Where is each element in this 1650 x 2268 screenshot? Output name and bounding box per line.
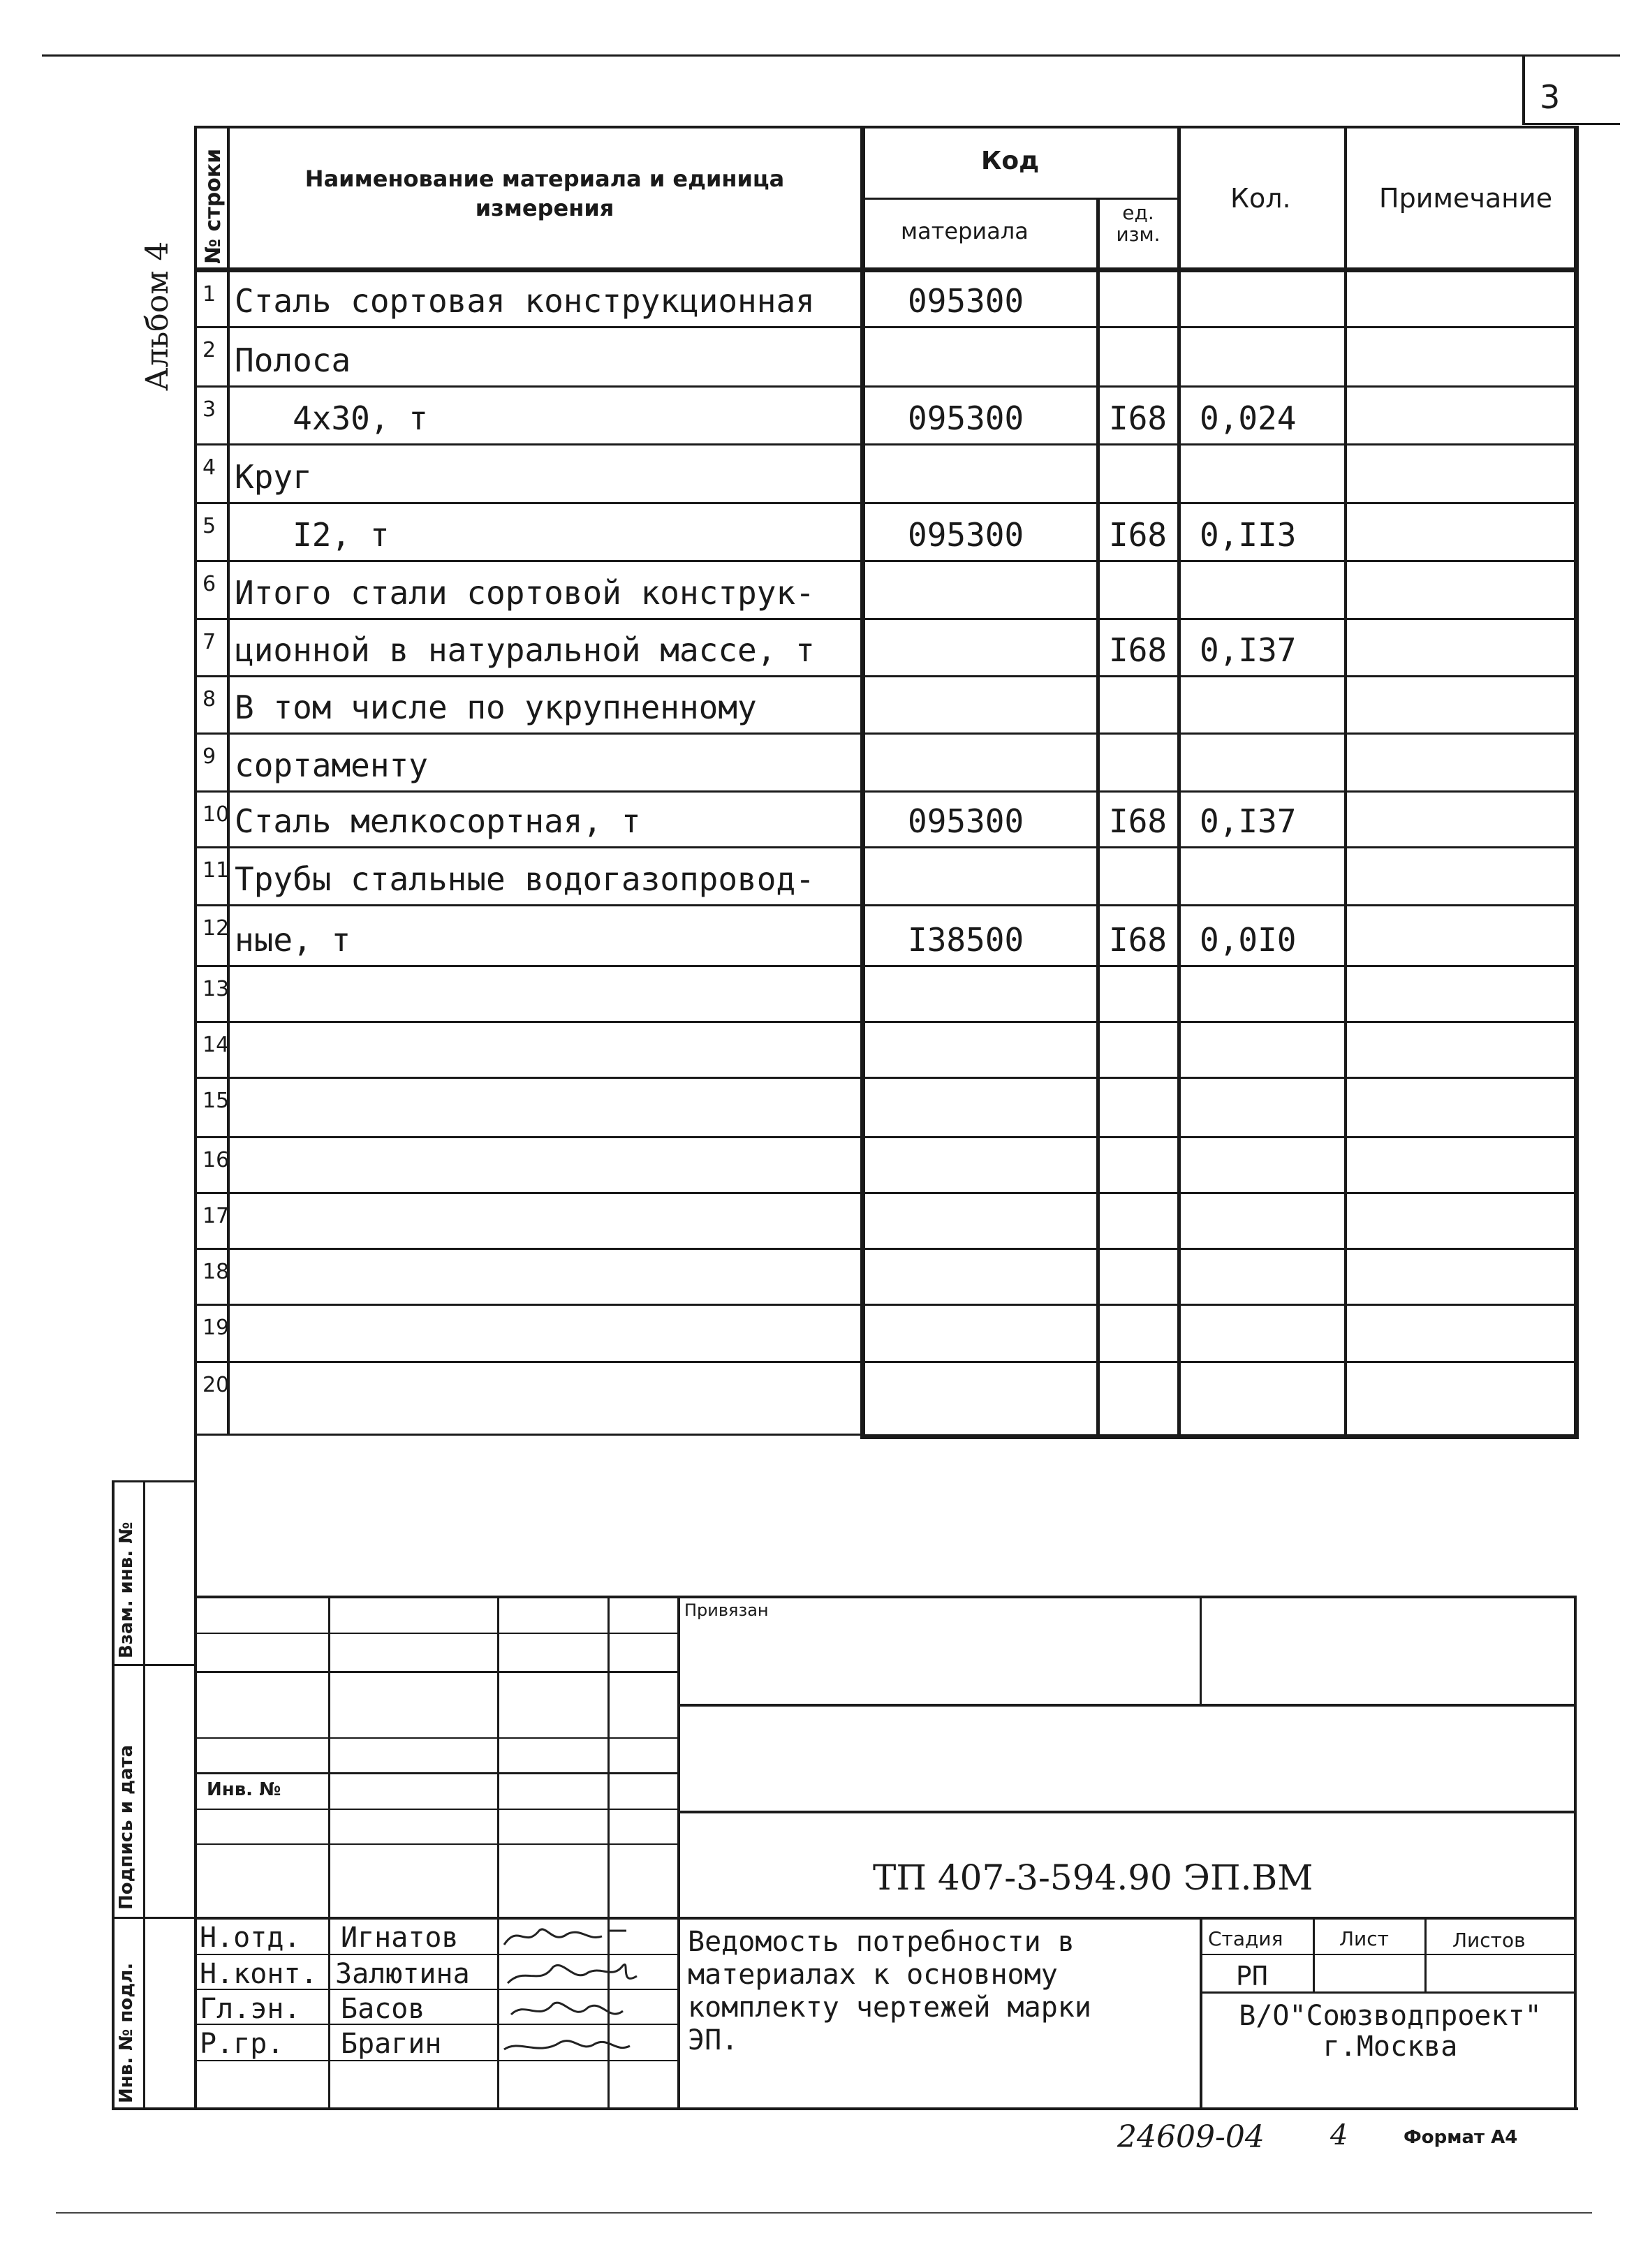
row-name: Итого стали сортовой конструк- (235, 574, 815, 612)
col-rownum (227, 126, 230, 1436)
header-unit: ед. изм. (1116, 201, 1161, 246)
row-number: 15 (202, 1089, 230, 1113)
tb-h1 (194, 1633, 677, 1634)
row-quantity: 0,0I0 (1200, 921, 1297, 959)
row-quantity: 0,I37 (1200, 631, 1297, 669)
row-quantity: 0,II3 (1200, 516, 1297, 554)
side-vzam: Взам. инв. № (116, 1522, 137, 1658)
tb-r1 (677, 1704, 1577, 1707)
side-left (112, 1480, 115, 2109)
tb-h3 (194, 1737, 677, 1739)
row-unit-code: I68 (1109, 516, 1167, 554)
row-number: 17 (202, 1204, 230, 1228)
header-name (237, 165, 852, 223)
tb-desc-line-2: материалах к основному (688, 1959, 1058, 1991)
header-code: Код (981, 147, 1040, 175)
row-number: 2 (202, 338, 216, 362)
side-top (112, 1480, 196, 1482)
page-number: 3 (1540, 78, 1561, 116)
code-split (860, 198, 1177, 200)
row-name: ционной в натуральной массе, т (235, 631, 815, 669)
col-material (860, 126, 865, 1438)
row-number: 11 (202, 858, 230, 883)
row-divider (197, 385, 1574, 388)
tb-stage-h1 (1200, 1954, 1577, 1955)
row-divider (197, 618, 1574, 620)
row-number: 3 (202, 397, 216, 422)
row-quantity: 0,I37 (1200, 802, 1297, 840)
row-material-code: 095300 (908, 399, 1024, 437)
row-name: В том числе по укрупненному (235, 688, 757, 726)
footer-doc-number: 24609-04 (1117, 2119, 1265, 2155)
side-inv-podl: Инв. № подл. (116, 1962, 137, 2103)
row-divider (197, 1434, 860, 1436)
row-name: Трубы стальные водогазопровод- (235, 860, 815, 898)
tb-stage-label: Стадия (1208, 1927, 1283, 1950)
tb-desc-line-4: ЭП. (688, 2024, 739, 2056)
side-bottom (112, 2107, 1578, 2110)
row-divider (197, 790, 1574, 793)
footer-sheet: 4 (1330, 2119, 1348, 2151)
tb-stage-split (1200, 1917, 1202, 2109)
row-divider (197, 1021, 1574, 1023)
tb-stage-h2 (1200, 1991, 1577, 1994)
col-unit (1096, 198, 1100, 1438)
row-divider (197, 1248, 1574, 1250)
row-unit-code: I68 (1109, 921, 1167, 959)
row-number: 5 (202, 514, 216, 538)
row-name: I2, т (235, 516, 390, 554)
tb-name-1: Игнатов (341, 1922, 459, 1954)
row-number: 4 (202, 455, 216, 480)
signature-1 (504, 1929, 626, 1945)
tb-org-line-1: В/О"Союзводпроект" (1239, 2000, 1542, 2032)
row-material-code: 095300 (908, 802, 1024, 840)
row-material-code: I38500 (908, 921, 1024, 959)
signatures (497, 1917, 679, 2063)
row-name: Сталь мелкосортная, т (235, 802, 641, 840)
col-right (1574, 126, 1579, 1438)
row-number: 19 (202, 1316, 230, 1340)
tb-h7 (194, 1917, 1577, 1920)
header-note: Примечание (1379, 183, 1553, 214)
side-podpis: Подпись и дата (116, 1744, 137, 1910)
frame-top (42, 54, 1620, 57)
row-divider (197, 1361, 1574, 1363)
tb-name-3: Басов (341, 1993, 425, 2025)
row-divider (197, 675, 1574, 677)
scan-bottom-line (56, 2212, 1592, 2214)
tb-top (194, 1596, 1577, 1598)
row-name: 4x30, т (235, 399, 428, 437)
col-left (194, 126, 197, 1438)
tb-role-1: Н.отд. (200, 1922, 301, 1954)
row-number: 14 (202, 1033, 230, 1057)
row-name: Сталь сортовая конструкционная (235, 282, 815, 320)
tb-role-4: Р.гр. (200, 2028, 284, 2060)
tb-stage-value: РП (1236, 1961, 1268, 1991)
row-name: Полоса (235, 341, 351, 379)
row-number: 12 (202, 916, 230, 941)
row-divider (197, 965, 1574, 967)
row-name: Круг (235, 458, 312, 496)
signature-3 (511, 2003, 623, 2015)
tb-org-line-2: г.Москва (1323, 2031, 1458, 2063)
row-divider (197, 443, 1574, 446)
row-unit-code: I68 (1109, 631, 1167, 669)
table-bottom (860, 1434, 1579, 1439)
tb-h6 (194, 1843, 677, 1845)
row-divider (197, 326, 1574, 328)
tb-role-2: Н.конт. (200, 1958, 318, 1990)
row-number: 16 (202, 1148, 230, 1172)
footer-format: Формат А4 (1404, 2127, 1518, 2148)
header-qty: Кол. (1230, 183, 1291, 214)
row-number: 10 (202, 802, 230, 827)
row-divider (197, 560, 1574, 562)
row-name: сортаменту (235, 746, 428, 784)
tb-inv-no: Инв. № (207, 1779, 281, 1800)
tb-desc-line-1: Ведомость потребности в (688, 1926, 1075, 1958)
tb-h5 (194, 1809, 677, 1810)
signature-2 (508, 1964, 637, 1983)
col-qty (1177, 126, 1181, 1438)
row-divider (197, 904, 1574, 906)
page-box-left (1522, 56, 1525, 124)
table-top (194, 126, 1577, 128)
header-name-text: Наименование материала и единица измерения (304, 165, 785, 221)
tb-sheets-label: Листов (1452, 1929, 1526, 1952)
row-number: 18 (202, 1260, 230, 1284)
tb-name-4: Брагин (341, 2028, 442, 2060)
tb-r2 (677, 1811, 1577, 1813)
tb-h2 (194, 1671, 677, 1673)
tb-name-2: Залютина (335, 1958, 470, 1990)
tb-privyazan: Привязан (684, 1600, 769, 1620)
row-divider (197, 1304, 1574, 1306)
row-number: 6 (202, 572, 216, 596)
row-divider (197, 1077, 1574, 1079)
tb-desc-line-3: комплекту чертежей марки (688, 1991, 1091, 2024)
row-number: 7 (202, 630, 216, 654)
side-div2 (112, 1917, 196, 1919)
page-box-bottom (1522, 123, 1620, 125)
tb-org (1205, 2001, 1575, 2062)
row-quantity: 0,024 (1200, 399, 1297, 437)
row-unit-code: I68 (1109, 399, 1167, 437)
side-inner (143, 1480, 145, 2109)
row-divider (197, 1136, 1574, 1138)
header-material: материала (901, 218, 1029, 244)
header-bottom (194, 267, 1577, 272)
row-number: 13 (202, 977, 230, 1001)
tb-sheet-label: Лист (1339, 1927, 1389, 1950)
tb-doc-code: ТП 407-3-594.90 ЭП.ВМ (873, 1857, 1313, 1898)
row-number: 8 (202, 687, 216, 712)
row-number: 9 (202, 744, 216, 769)
album-label: Альбом 4 (140, 241, 175, 391)
col-note (1344, 126, 1347, 1438)
side-div1 (112, 1664, 196, 1666)
tb-privyazan-split (1200, 1596, 1202, 1704)
tb-h4 (194, 1772, 677, 1774)
header-row-no: № строки (201, 148, 226, 264)
row-material-code: 095300 (908, 516, 1024, 554)
row-name: ные, т (235, 921, 351, 959)
row-number: 20 (202, 1373, 230, 1397)
row-divider (197, 732, 1574, 735)
tb-description (688, 1926, 1091, 2057)
row-divider (197, 502, 1574, 504)
tb-role-3: Гл.эн. (200, 1993, 301, 2025)
row-material-code: 095300 (908, 282, 1024, 320)
row-divider (197, 846, 1574, 848)
row-number: 1 (202, 282, 216, 307)
row-divider (197, 1192, 1574, 1194)
row-unit-code: I68 (1109, 802, 1167, 840)
signature-4 (504, 2041, 630, 2049)
